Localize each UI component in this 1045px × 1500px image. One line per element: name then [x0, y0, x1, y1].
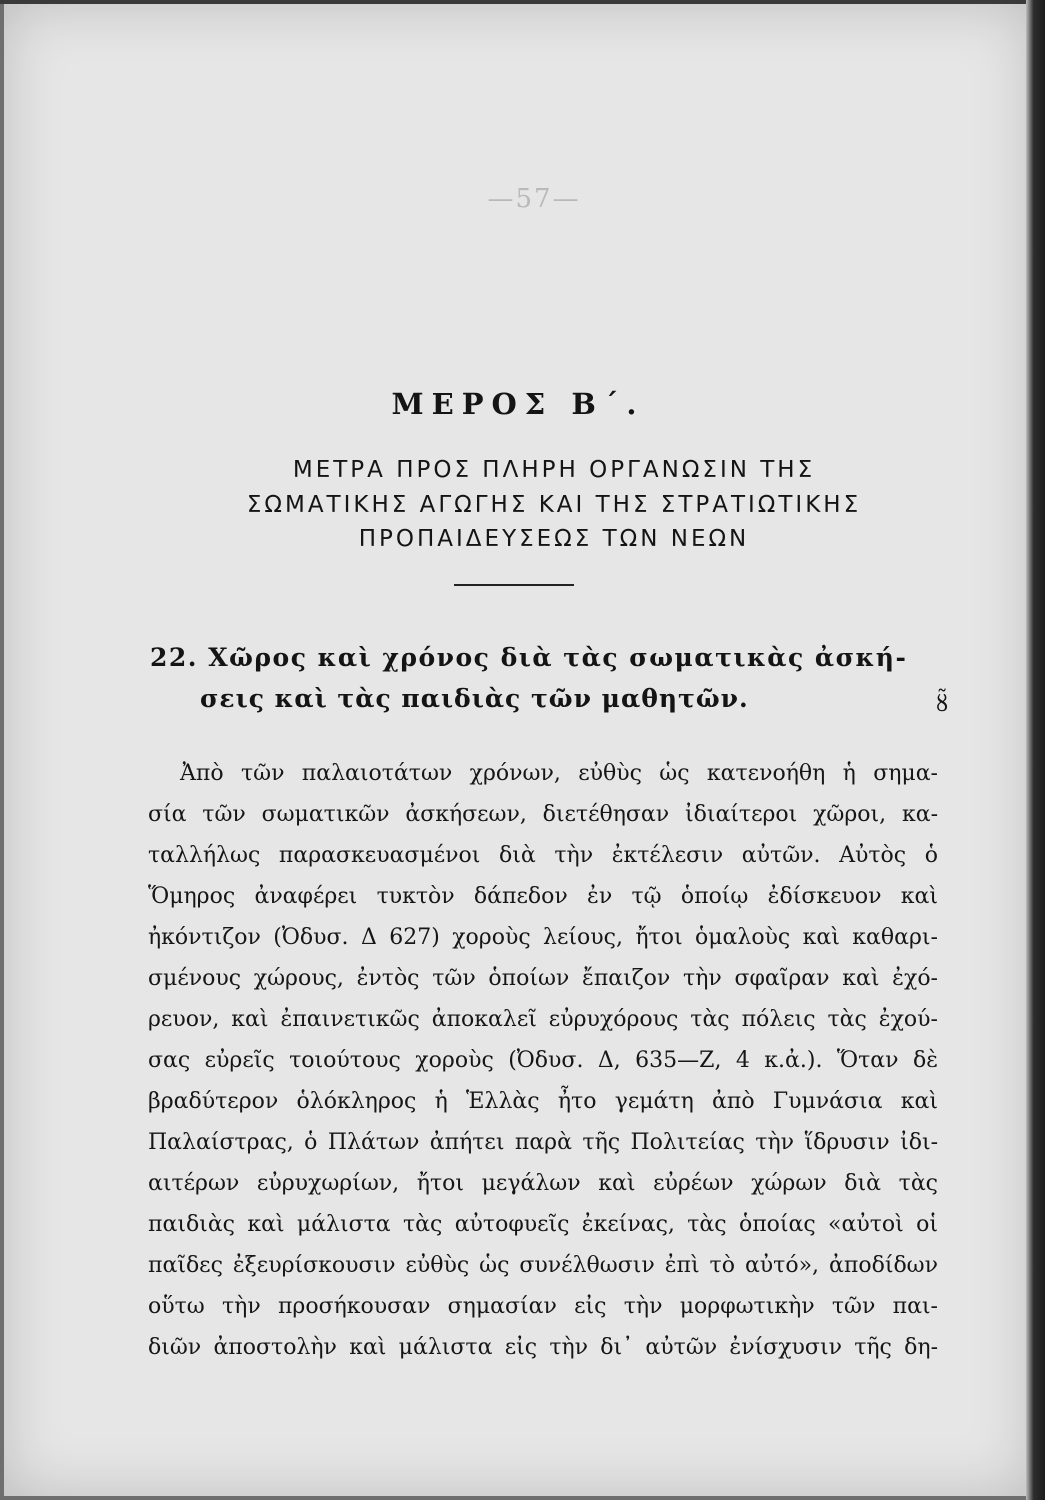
book-page: [4, 4, 1032, 1496]
body-line: παιδιὰς καὶ μάλιστα τὰς αὐτοφυεῖς ἐκείνας, τὰς ὁποίας «αὐτοὶ οἱ: [148, 1212, 938, 1237]
body-line: σία τῶν σωματικῶν ἀσκήσεων, διετέθησαν ἰδιαίτεροι χῶροι, κα-: [148, 802, 938, 827]
body-line: παῖδες ἐξευρίσκουσιν εὐθὺς ὡς συνέλθωσιν ἐπὶ τὸ αὐτό», ἀποδίδων: [148, 1253, 938, 1278]
body-line: σμένους χώρους, ἐντὸς τῶν ὁποίων ἔπαιζον τὴν σφαῖραν καὶ ἐχό-: [148, 966, 938, 991]
bleed-through-mark: ȣ̃: [936, 692, 949, 717]
page-number: —57—: [487, 184, 581, 214]
body-line: ρευον, καὶ ἐπαινετικῶς ἀποκαλεῖ εὐρυχόρους τὰς πόλεις τὰς ἐχού-: [148, 1007, 938, 1032]
body-line: βραδύτερον ὁλόκληρος ἡ Ἑλλὰς ἦτο γεμάτη ἀπὸ Γυμνάσια καὶ: [148, 1089, 938, 1114]
body-line: οὕτω τὴν προσήκουσαν σημασίαν εἰς τὴν μορφωτικὴν τῶν παι-: [148, 1294, 938, 1319]
section-heading: 22. Χῶρος καὶ χρόνος διὰ τὰς σωματικὰς ἀσκή-: [150, 643, 908, 672]
book-spine-edge: [1026, 0, 1045, 1500]
body-line: Ὅμηρος ἀναφέρει τυκτὸν δάπεδον ἐν τῷ ὁποίῳ ἐδίσκευον καὶ: [148, 884, 938, 909]
body-line: σας εὐρεῖς τοιούτους χοροὺς (Ὀδυσ. Δ, 635—Ζ, 4 κ.ἀ.). Ὅταν δὲ: [148, 1048, 938, 1073]
body-line: αιτέρων εὐρυχωρίων, ἤτοι μεγάλων καὶ εὐρέων χώρων διὰ τὰς: [148, 1171, 938, 1196]
body-line: Ἀπὸ τῶν παλαιοτάτων χρόνων, εὐθὺς ὡς κατενοήθη ἡ σημα-: [180, 761, 938, 786]
body-line: ἠκόντιζον (Ὀδυσ. Δ 627) χοροὺς λείους, ἤτοι ὁμαλοὺς καὶ καθαρι-: [148, 925, 938, 950]
body-line: διῶν ἀποστολὴν καὶ μάλιστα εἰς τὴν δι᾽ αὐτῶν ἐνίσχυσιν τῆς δη-: [148, 1335, 938, 1360]
part-title: ΜΕΡΟΣ Β΄.: [391, 387, 645, 421]
body-line: Παλαίστρας, ὁ Πλάτων ἀπήτει παρὰ τῆς Πολιτείας τὴν ἵδρυσιν ἰδι-: [148, 1130, 938, 1155]
body-line: ταλλήλως παρασκευασμένοι διὰ τὴν ἐκτέλεσιν αὐτῶν. Αὐτὸς ὁ: [148, 843, 938, 868]
subtitle-line: ΠΡΟΠΑΙΔΕΥΣΕΩΣ ΤΩΝ ΝΕΩΝ: [358, 526, 750, 552]
subtitle-line: ΣΩΜΑΤΙΚΗΣ ΑΓΩΓΗΣ ΚΑΙ ΤΗΣ ΣΤΡΑΤΙΩΤΙΚΗΣ: [246, 492, 862, 518]
subtitle-line: ΜΕΤΡΑ ΠΡΟΣ ΠΛΗΡΗ ΟΡΓΑΝΩΣΙΝ ΤΗΣ: [292, 457, 816, 483]
section-heading-continued: σεις καὶ τὰς παιδιὰς τῶν μαθητῶν.: [200, 684, 749, 713]
divider-rule: [454, 584, 574, 586]
